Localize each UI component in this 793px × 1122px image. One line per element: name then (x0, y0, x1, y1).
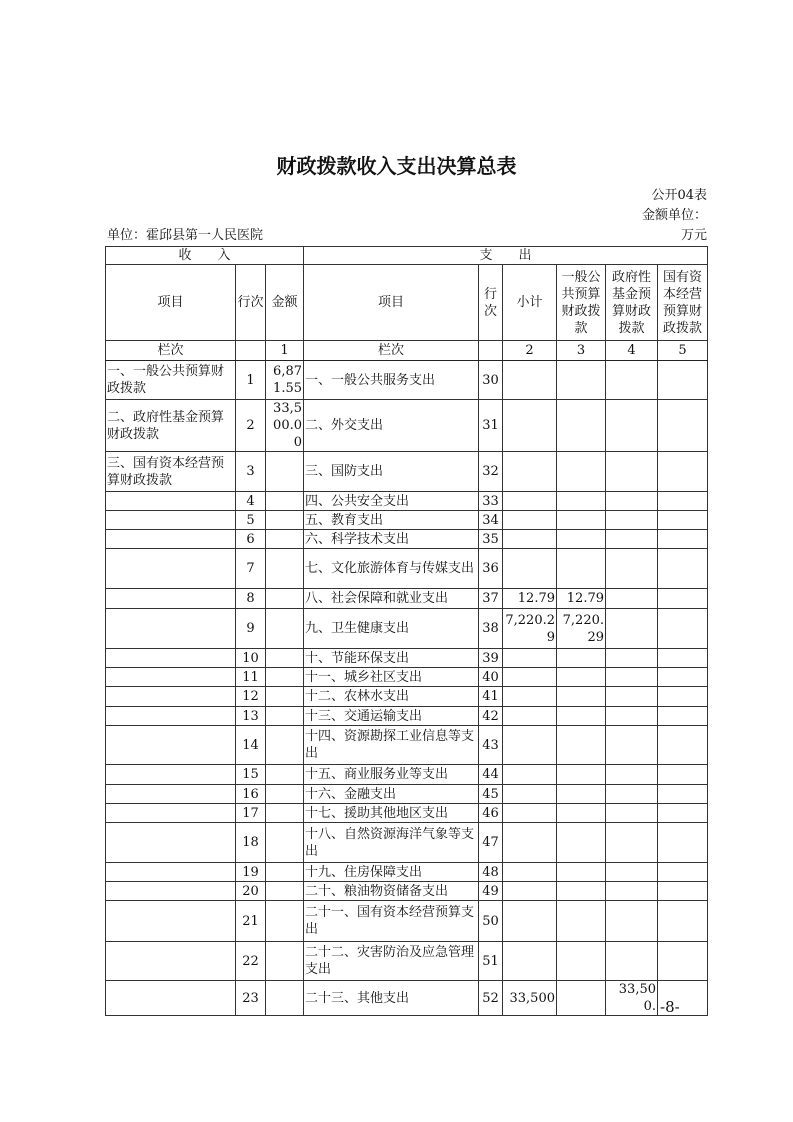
table-row (106, 785, 708, 804)
expense-row-no-cell: 41 (479, 687, 503, 707)
income-item-cell: 三、国有资本经营预算财政拨款 (106, 452, 236, 492)
income-item-cell (106, 882, 236, 901)
table-row (106, 511, 708, 530)
expense-item-cell: 十、节能环保支出 (304, 649, 479, 668)
expense-row-no-cell: 31 (479, 400, 503, 452)
expense-row-no-cell: 39 (479, 649, 503, 668)
column-index-row (106, 341, 708, 361)
income-item-cell (106, 649, 236, 668)
expense-row-no-cell: 38 (479, 609, 503, 649)
expense-row-no-cell: 34 (479, 511, 503, 530)
income-amount-cell (266, 549, 304, 589)
general-budget-cell: 12.79 (557, 589, 606, 609)
general-budget-cell (557, 726, 606, 765)
subtotal-cell (503, 707, 557, 726)
expense-row-no-cell: 30 (479, 361, 503, 400)
income-item-cell (106, 863, 236, 882)
state-capital-cell (658, 400, 708, 452)
subtotal-cell (503, 726, 557, 765)
income-row-no-cell: 20 (236, 882, 266, 901)
organization: 单位：霍邱县第一人民医院 (107, 228, 264, 243)
state-capital-cell (658, 511, 708, 530)
fund-budget-cell (606, 530, 658, 549)
col-state-capital: 国有资本经营预算财政拨款 (658, 265, 708, 341)
expense-row-no-cell: 47 (479, 823, 503, 863)
subtotal-cell (503, 549, 557, 589)
state-capital-cell (658, 649, 708, 668)
fund-budget-cell (606, 785, 658, 804)
expense-item-cell: 三、国防支出 (304, 452, 479, 492)
fund-budget-cell (606, 492, 658, 511)
state-capital-cell (658, 942, 708, 981)
col-subtotal: 小计 (503, 265, 557, 341)
state-capital-cell (658, 804, 708, 823)
state-capital-cell (658, 589, 708, 609)
table-row (106, 687, 708, 707)
expense-item-cell: 十六、金融支出 (304, 785, 479, 804)
income-row-no-cell: 4 (236, 492, 266, 511)
expense-item-cell: 十五、商业服务业等支出 (304, 765, 479, 785)
income-row-no-cell: 15 (236, 765, 266, 785)
subtotal-cell (503, 452, 557, 492)
income-row-no-cell: 5 (236, 511, 266, 530)
expense-item-cell: 九、卫生健康支出 (304, 609, 479, 649)
fund-budget-cell (606, 589, 658, 609)
subtotal-cell (503, 400, 557, 452)
income-row-no-cell: 21 (236, 901, 266, 942)
form-number: 公开04表 (651, 188, 707, 203)
expense-item-cell: 二十二、灾害防治及应急管理支出 (304, 942, 479, 981)
income-header: 收 入 (106, 247, 304, 265)
fund-budget-cell (606, 668, 658, 687)
income-amount-cell (266, 882, 304, 901)
income-item-cell (106, 511, 236, 530)
income-row-no-cell: 2 (236, 400, 266, 452)
general-budget-cell (557, 863, 606, 882)
header-row-2 (106, 265, 708, 341)
header-row-1 (106, 247, 708, 265)
table-row (106, 942, 708, 981)
col-index-3: 3 (557, 341, 606, 361)
fund-budget-cell (606, 687, 658, 707)
fund-budget-cell (606, 882, 658, 901)
income-item-cell (106, 589, 236, 609)
income-amount-cell (266, 765, 304, 785)
table-row (106, 530, 708, 549)
income-amount-cell (266, 452, 304, 492)
income-row-no-cell: 8 (236, 589, 266, 609)
income-amount-cell (266, 942, 304, 981)
subtotal-cell: 33,500 (503, 981, 557, 1016)
expense-item-cell: 四、公共安全支出 (304, 492, 479, 511)
income-row-no-cell: 16 (236, 785, 266, 804)
income-item-cell (106, 668, 236, 687)
expense-row-no-cell: 48 (479, 863, 503, 882)
subtotal-cell (503, 942, 557, 981)
state-capital-cell (658, 707, 708, 726)
expense-row-no-cell: 43 (479, 726, 503, 765)
state-capital-cell (658, 452, 708, 492)
expense-item-cell: 二十一、国有资本经营预算支出 (304, 901, 479, 942)
table-row (106, 361, 708, 400)
page-title: 财政拨款收入支出决算总表 (276, 154, 517, 178)
fund-budget-cell (606, 863, 658, 882)
table-row (106, 726, 708, 765)
income-amount-cell (266, 589, 304, 609)
subtotal-cell (503, 785, 557, 804)
col-income-item: 项目 (106, 265, 236, 341)
subtotal-cell (503, 492, 557, 511)
subtotal-cell (503, 901, 557, 942)
general-budget-cell (557, 668, 606, 687)
income-amount-cell (266, 649, 304, 668)
col-general-budget: 一般公共预算财政拨款 (557, 265, 606, 341)
expense-item-cell: 十八、自然资源海洋气象等支出 (304, 823, 479, 863)
subtotal-cell (503, 530, 557, 549)
fund-budget-cell: 33,500. (606, 981, 658, 1016)
income-amount-cell (266, 823, 304, 863)
fund-budget-cell (606, 804, 658, 823)
fund-budget-cell (606, 452, 658, 492)
income-amount-cell (266, 981, 304, 1016)
state-capital-cell (658, 882, 708, 901)
col-income-row-no: 行次 (236, 265, 266, 341)
state-capital-cell (658, 687, 708, 707)
income-row-no-cell: 11 (236, 668, 266, 687)
expense-item-cell: 一、一般公共服务支出 (304, 361, 479, 400)
income-amount-cell (266, 687, 304, 707)
expense-row-no-cell: 50 (479, 901, 503, 942)
income-row-no-cell: 14 (236, 726, 266, 765)
expense-row-no-cell: 40 (479, 668, 503, 687)
income-item-cell (106, 609, 236, 649)
subtotal-cell (503, 361, 557, 400)
expense-item-cell: 十一、城乡社区支出 (304, 668, 479, 687)
state-capital-cell (658, 901, 708, 942)
col-expense-row-no: 行次 (479, 265, 503, 341)
income-row-no-cell: 7 (236, 549, 266, 589)
income-row-no-cell: 10 (236, 649, 266, 668)
expense-row-no-cell: 36 (479, 549, 503, 589)
expense-item-cell: 十四、资源勘探工业信息等支出 (304, 726, 479, 765)
income-item-cell (106, 942, 236, 981)
income-item-cell (106, 981, 236, 1016)
income-amount-cell (266, 511, 304, 530)
subtotal-cell (503, 863, 557, 882)
income-amount-cell (266, 726, 304, 765)
income-row-no-cell: 6 (236, 530, 266, 549)
expense-row-no-cell: 33 (479, 492, 503, 511)
general-budget-cell (557, 649, 606, 668)
general-budget-cell (557, 400, 606, 452)
state-capital-cell (658, 668, 708, 687)
expense-row-no-cell: 52 (479, 981, 503, 1016)
fund-budget-cell (606, 726, 658, 765)
col-fund-budget: 政府性基金预算财政拨款 (606, 265, 658, 341)
col-index-4: 4 (606, 341, 658, 361)
state-capital-cell (658, 549, 708, 589)
table-row (106, 452, 708, 492)
general-budget-cell (557, 687, 606, 707)
table-row (106, 549, 708, 589)
income-item-cell (106, 687, 236, 707)
state-capital-cell (658, 765, 708, 785)
general-budget-cell (557, 765, 606, 785)
income-item-cell (106, 823, 236, 863)
subtotal-cell (503, 882, 557, 901)
expense-row-no-cell: 32 (479, 452, 503, 492)
fund-budget-cell (606, 649, 658, 668)
expense-row-no-cell: 51 (479, 942, 503, 981)
general-budget-cell: 7,220.29 (557, 609, 606, 649)
general-budget-cell (557, 942, 606, 981)
general-budget-cell (557, 823, 606, 863)
income-item-cell: 一、一般公共预算财政拨款 (106, 361, 236, 400)
subtotal-cell (503, 511, 557, 530)
general-budget-cell (557, 492, 606, 511)
state-capital-cell (658, 609, 708, 649)
income-amount-cell (266, 668, 304, 687)
subtotal-cell (503, 687, 557, 707)
fund-budget-cell (606, 609, 658, 649)
table-row (106, 823, 708, 863)
expense-item-cell: 十九、住房保障支出 (304, 863, 479, 882)
page-number: -8- (660, 998, 680, 1016)
expense-item-cell: 十三、交通运输支出 (304, 707, 479, 726)
general-budget-cell (557, 785, 606, 804)
col-income-amount: 金额 (266, 265, 304, 341)
income-amount-cell (266, 530, 304, 549)
subtotal-cell (503, 804, 557, 823)
fund-budget-cell (606, 707, 658, 726)
income-row-no-cell: 19 (236, 863, 266, 882)
income-row-no-cell: 13 (236, 707, 266, 726)
income-item-cell (106, 530, 236, 549)
expense-row-no-cell: 35 (479, 530, 503, 549)
general-budget-cell (557, 452, 606, 492)
income-row-no-cell: 9 (236, 609, 266, 649)
general-budget-cell (557, 707, 606, 726)
general-budget-cell (557, 511, 606, 530)
income-amount-cell (266, 492, 304, 511)
finance-table (105, 246, 708, 1016)
table-row (106, 609, 708, 649)
unit-value: 万元 (680, 228, 707, 243)
general-budget-cell (557, 530, 606, 549)
expense-item-cell: 十二、农林水支出 (304, 687, 479, 707)
income-item-cell (106, 785, 236, 804)
income-amount-cell: 33,500.00 (266, 400, 304, 452)
table-row (106, 981, 708, 1016)
fund-budget-cell (606, 823, 658, 863)
subtotal-cell: 12.79 (503, 589, 557, 609)
table-row (106, 901, 708, 942)
income-amount-cell (266, 863, 304, 882)
state-capital-cell (658, 726, 708, 765)
income-item-cell (106, 804, 236, 823)
fund-budget-cell (606, 361, 658, 400)
fund-budget-cell (606, 901, 658, 942)
income-amount-cell (266, 707, 304, 726)
state-capital-cell (658, 863, 708, 882)
general-budget-cell (557, 804, 606, 823)
income-item-cell (106, 765, 236, 785)
fund-budget-cell (606, 765, 658, 785)
fund-budget-cell (606, 511, 658, 530)
income-item-cell (106, 707, 236, 726)
expense-item-cell: 六、科学技术支出 (304, 530, 479, 549)
state-capital-cell (658, 492, 708, 511)
col-label: 栏次 (304, 341, 479, 361)
income-row-no-cell: 23 (236, 981, 266, 1016)
income-item-cell (106, 492, 236, 511)
state-capital-cell (658, 785, 708, 804)
expense-item-cell: 八、社会保障和就业支出 (304, 589, 479, 609)
expense-row-no-cell: 46 (479, 804, 503, 823)
fund-budget-cell (606, 549, 658, 589)
income-row-no-cell: 1 (236, 361, 266, 400)
expense-row-no-cell: 42 (479, 707, 503, 726)
income-amount-cell (266, 785, 304, 804)
table-row (106, 765, 708, 785)
subtotal-cell (503, 668, 557, 687)
state-capital-cell (658, 823, 708, 863)
subtotal-cell (503, 649, 557, 668)
expense-item-cell: 二十三、其他支出 (304, 981, 479, 1016)
income-row-no-cell: 3 (236, 452, 266, 492)
state-capital-cell (658, 361, 708, 400)
state-capital-cell (658, 530, 708, 549)
table-row (106, 882, 708, 901)
subtotal-cell (503, 823, 557, 863)
income-item-cell: 二、政府性基金预算财政拨款 (106, 400, 236, 452)
expense-item-cell: 十七、援助其他地区支出 (304, 804, 479, 823)
expense-item-cell: 七、文化旅游体育与传媒支出 (304, 549, 479, 589)
income-row-no-cell: 12 (236, 687, 266, 707)
subtotal-cell: 7,220.29 (503, 609, 557, 649)
general-budget-cell (557, 549, 606, 589)
income-amount-cell (266, 901, 304, 942)
income-row-no-cell: 22 (236, 942, 266, 981)
fund-budget-cell (606, 400, 658, 452)
table-row (106, 400, 708, 452)
table-row (106, 707, 708, 726)
table-row (106, 589, 708, 609)
income-amount-cell (266, 804, 304, 823)
empty-cell (479, 341, 503, 361)
table-row (106, 649, 708, 668)
table-row (106, 492, 708, 511)
income-amount-cell (266, 609, 304, 649)
general-budget-cell (557, 882, 606, 901)
expense-item-cell: 二十、粮油物资储备支出 (304, 882, 479, 901)
income-row-no-cell: 17 (236, 804, 266, 823)
general-budget-cell (557, 361, 606, 400)
unit-label: 金额单位： (641, 208, 707, 223)
col-index-5: 5 (658, 341, 708, 361)
income-item-cell (106, 901, 236, 942)
col-label: 栏次 (106, 341, 236, 361)
table-row (106, 668, 708, 687)
income-row-no-cell: 18 (236, 823, 266, 863)
table-row (106, 804, 708, 823)
col-expense-item: 项目 (304, 265, 479, 341)
table-row (106, 863, 708, 882)
subtotal-cell (503, 765, 557, 785)
general-budget-cell (557, 981, 606, 1016)
fund-budget-cell (606, 942, 658, 981)
income-item-cell (106, 549, 236, 589)
income-item-cell (106, 726, 236, 765)
empty-cell (236, 341, 266, 361)
col-index-2: 2 (503, 341, 557, 361)
expense-row-no-cell: 44 (479, 765, 503, 785)
general-budget-cell (557, 901, 606, 942)
expense-row-no-cell: 37 (479, 589, 503, 609)
col-index-1: 1 (266, 341, 304, 361)
expense-row-no-cell: 49 (479, 882, 503, 901)
expense-item-cell: 二、外交支出 (304, 400, 479, 452)
expense-item-cell: 五、教育支出 (304, 511, 479, 530)
income-amount-cell: 6,871.55 (266, 361, 304, 400)
expense-row-no-cell: 45 (479, 785, 503, 804)
expense-header: 支 出 (304, 247, 708, 265)
